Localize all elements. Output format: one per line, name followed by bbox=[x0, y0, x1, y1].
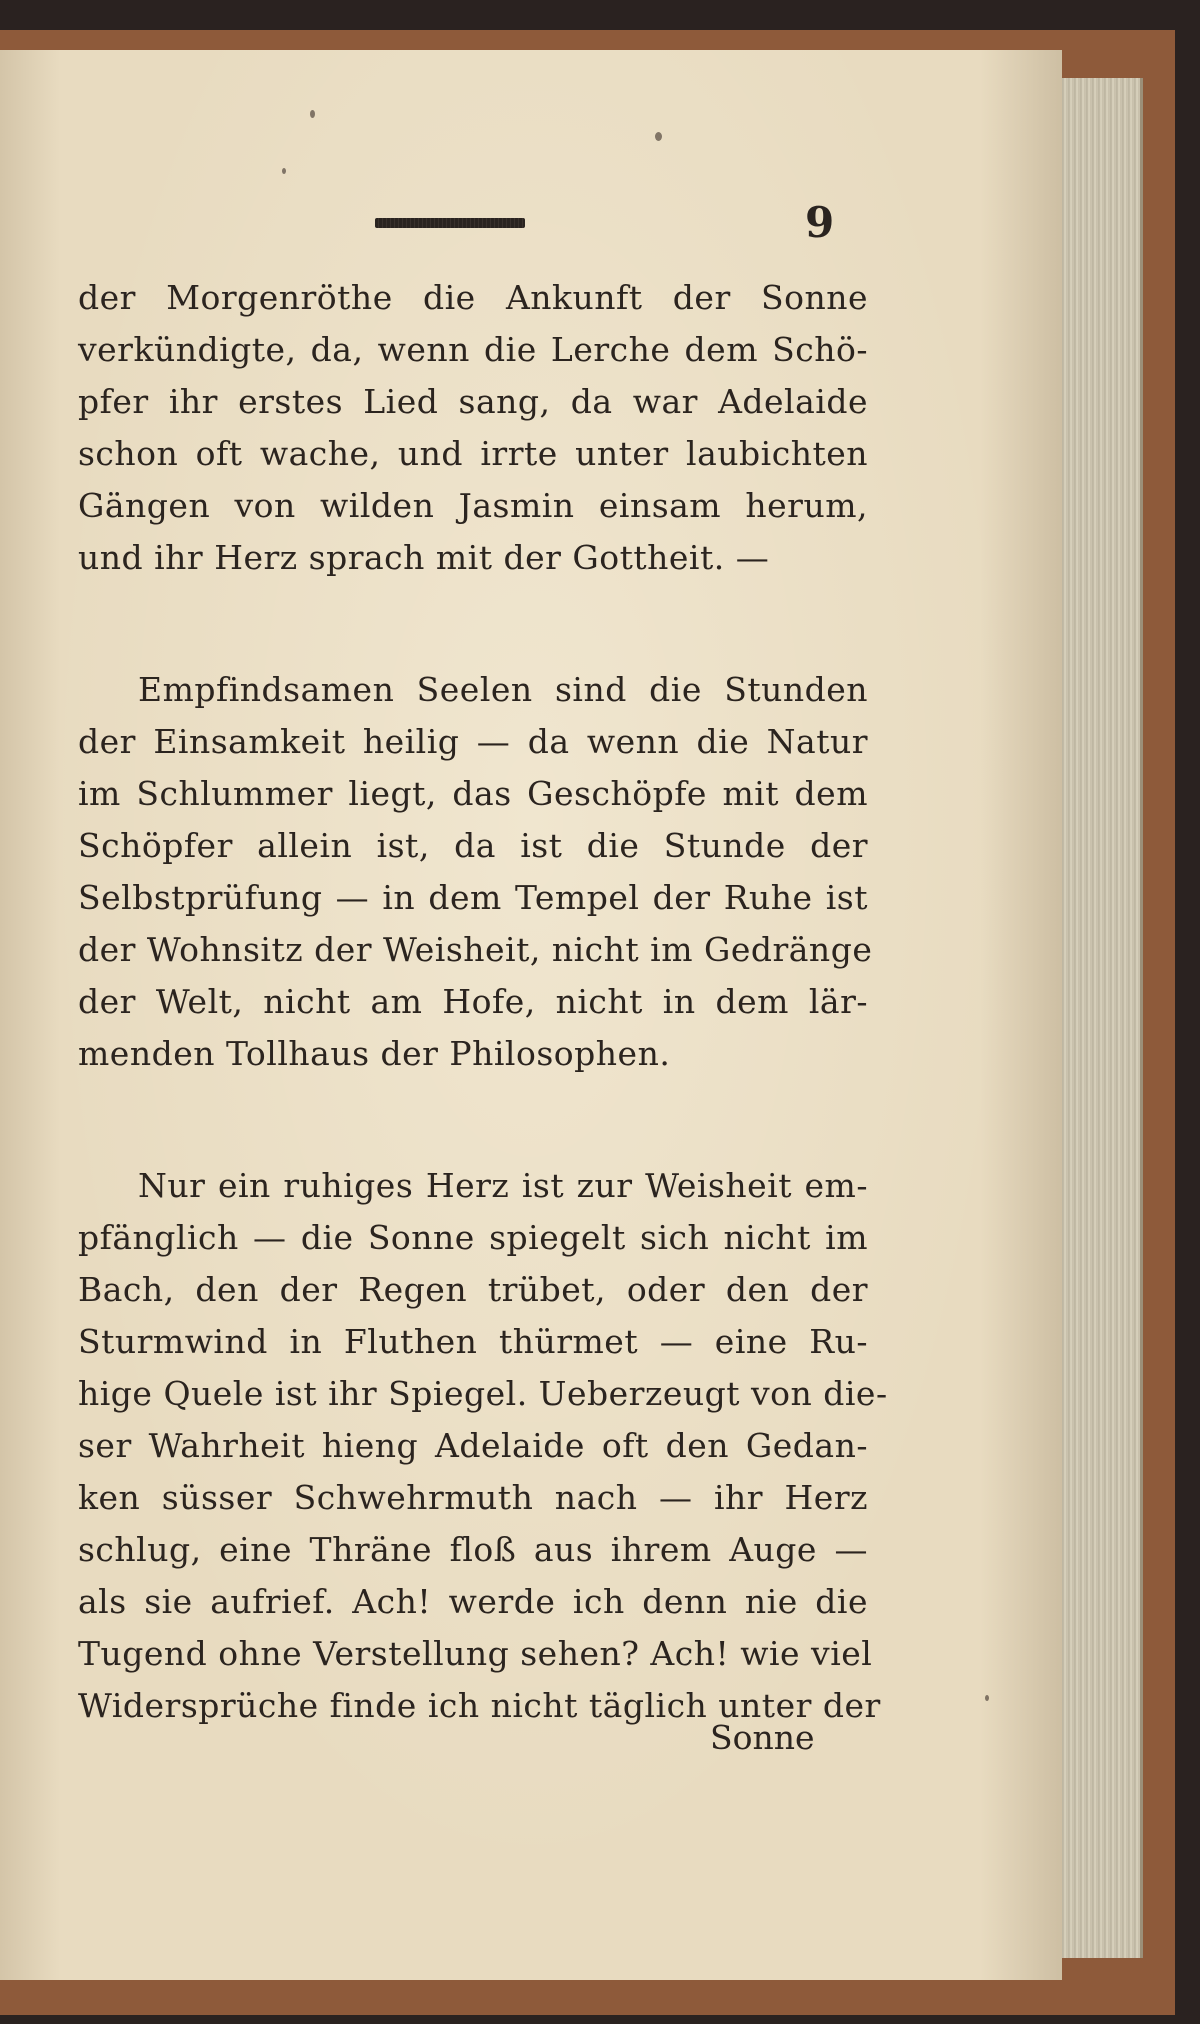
page-number: 9 bbox=[805, 198, 835, 247]
paragraph bbox=[78, 272, 868, 584]
catchword: Sonne bbox=[710, 1718, 815, 1757]
text-line: Schöpfer allein ist, da ist die Stunde der bbox=[78, 826, 868, 865]
text-line: Sturmwind in Fluthen thürmet — eine Ru- bbox=[78, 1322, 868, 1361]
text-line: der Morgenröthe die Ankunft der Sonne bbox=[78, 278, 868, 317]
text-line: schlug, eine Thräne floß aus ihrem Auge — bbox=[78, 1530, 868, 1569]
text-line: Gängen von wilden Jasmin einsam herum, bbox=[78, 486, 868, 525]
text-line: Empfindsamen Seelen sind die Stunden bbox=[138, 670, 868, 709]
text-line: als sie aufrief. Ach! werde ich denn nie die bbox=[78, 1582, 868, 1621]
text-line: hige Quele ist ihr Spiegel. Ueberzeugt von die- bbox=[78, 1374, 888, 1413]
text-line: der Einsamkeit heilig — da wenn die Natur bbox=[78, 722, 868, 761]
text-line: Tugend ohne Verstellung sehen? Ach! wie viel bbox=[78, 1634, 873, 1673]
text-line: pfänglich — die Sonne spiegelt sich nicht im bbox=[78, 1218, 868, 1257]
paragraph bbox=[78, 664, 873, 1080]
text-line: im Schlummer liegt, das Geschöpfe mit dem bbox=[78, 774, 868, 813]
text-line: ser Wahrheit hieng Adelaide oft den Gedan- bbox=[78, 1426, 868, 1465]
paragraph bbox=[78, 1160, 888, 1732]
text-line: und ihr Herz sprach mit der Gottheit. — bbox=[78, 538, 770, 577]
text-line: pfer ihr erstes Lied sang, da war Adelaide bbox=[78, 382, 868, 421]
text-line: ken süsser Schwehrmuth nach — ihr Herz bbox=[78, 1478, 868, 1517]
paper-speck bbox=[655, 132, 662, 141]
paper-speck bbox=[310, 110, 315, 118]
paper-speck bbox=[985, 1695, 989, 1701]
text-line: menden Tollhaus der Philosophen. bbox=[78, 1034, 671, 1073]
text-line: Selbstprüfung — in dem Tempel der Ruhe ist bbox=[78, 878, 868, 917]
text-line: Nur ein ruhiges Herz ist zur Weisheit em- bbox=[138, 1166, 868, 1205]
header-ornament-rule bbox=[375, 218, 525, 228]
paper-speck bbox=[282, 168, 286, 174]
body-text bbox=[78, 272, 888, 1732]
text-line: der Welt, nicht am Hofe, nicht in dem lär- bbox=[78, 982, 868, 1021]
text-line: Bach, den der Regen trübet, oder den der bbox=[78, 1270, 868, 1309]
text-line: verkündigte, da, wenn die Lerche dem Schö- bbox=[78, 330, 868, 369]
text-line: Widersprüche finde ich nicht täglich unter der bbox=[78, 1686, 881, 1725]
text-line: schon oft wache, und irrte unter laubichten bbox=[78, 434, 868, 473]
page-edges bbox=[1055, 78, 1143, 1958]
text-line: der Wohnsitz der Weisheit, nicht im Gedränge bbox=[78, 930, 873, 969]
